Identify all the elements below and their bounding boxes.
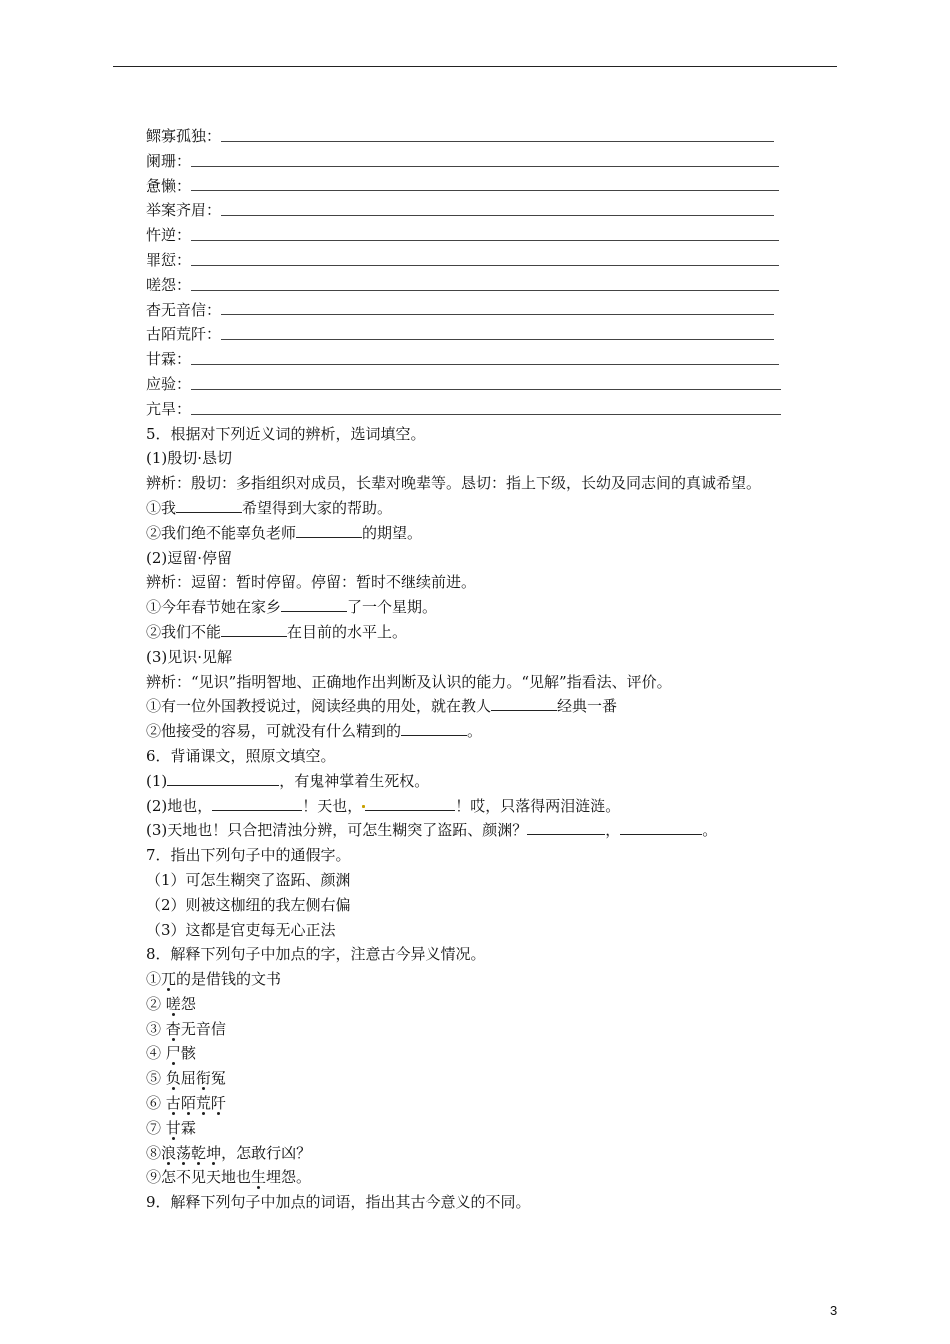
sentence-text: 骸 xyxy=(180,1044,196,1063)
vocab-term: 嗟怨： xyxy=(146,275,192,294)
sentence-text: 希望得到大家的帮助。 xyxy=(242,498,393,517)
vocab-row xyxy=(146,397,846,422)
vocab-term: 惫懒： xyxy=(146,176,192,195)
q5-group-1-sentence-1 xyxy=(146,496,846,521)
vocab-term: 鳏寡孤独： xyxy=(146,127,222,145)
sentence-text: 怨 xyxy=(180,994,196,1013)
sentence-text: 霖 xyxy=(180,1118,196,1137)
vocab-row xyxy=(146,273,846,298)
answer-line[interactable] xyxy=(191,190,779,191)
answer-line[interactable] xyxy=(191,240,779,241)
dotted-char: 兀 xyxy=(161,970,177,989)
vocab-row xyxy=(146,298,846,323)
dotted-char: 坤 xyxy=(206,1143,222,1162)
answer-line[interactable] xyxy=(191,364,779,365)
sentence-text: 无音信 xyxy=(180,1019,226,1038)
sentence-text: 经典一番 xyxy=(557,697,618,716)
dotted-char: 乾 xyxy=(191,1143,207,1162)
fill-blank[interactable] xyxy=(491,696,557,711)
sentence-text: 。 xyxy=(467,722,483,741)
vocab-row xyxy=(146,223,846,248)
question-9-title: 9．解释下列句子中加点的词语，指出其古今意义的不同。 xyxy=(146,1193,531,1212)
sentence-text: ②我们绝不能辜负老师 xyxy=(146,523,297,542)
vocab-row xyxy=(146,248,846,273)
q7-item: （1）可怎生糊突了盗跖、颜渊 xyxy=(146,870,351,889)
dotted-char: 荒 xyxy=(195,1094,211,1113)
vocab-row xyxy=(146,149,846,174)
vocab-term: 甘霖： xyxy=(146,350,192,369)
fill-blank[interactable] xyxy=(365,796,455,811)
item-number: ⑦ xyxy=(146,1118,162,1137)
answer-line[interactable] xyxy=(191,389,781,390)
dotted-char: 荡 xyxy=(176,1143,192,1162)
q5-group-1-sentence-2 xyxy=(146,521,846,546)
vocab-row xyxy=(146,322,846,347)
vocab-row xyxy=(146,372,846,397)
q6-line-2 xyxy=(146,794,846,819)
fill-blank[interactable] xyxy=(167,771,279,786)
answer-line[interactable] xyxy=(191,265,779,266)
q5-group-3-sentence-1 xyxy=(146,694,846,719)
vocab-row xyxy=(146,124,846,149)
q8-item-7 xyxy=(146,1116,846,1141)
q7-item: （2）则被这枷纽的我左侧右偏 xyxy=(146,895,351,914)
sentence-text: ！哎，只落得两泪涟涟。 xyxy=(455,796,621,815)
q5-group-1-analysis: 辨析：殷切：多指组织对成员，长辈对晚辈等。恳切：指上下级，长幼及同志间的真诚希望。 xyxy=(146,474,762,493)
answer-line[interactable] xyxy=(191,166,779,167)
q8-item-6 xyxy=(146,1091,846,1116)
fill-blank[interactable] xyxy=(527,820,605,835)
item-number: ④ xyxy=(146,1044,162,1063)
fill-blank[interactable] xyxy=(296,523,362,538)
fill-blank[interactable] xyxy=(212,796,302,811)
item-number: ⑧ xyxy=(146,1143,162,1162)
vocab-term: 罪愆： xyxy=(146,250,192,269)
worksheet-body xyxy=(146,124,846,1215)
fill-blank[interactable] xyxy=(221,622,287,637)
vocab-term: 杳无音信： xyxy=(146,300,222,319)
answer-line[interactable] xyxy=(191,414,781,415)
sentence-text: ，怎敢行凶？ xyxy=(221,1143,312,1162)
q5-group-1-head: (1)殷切·恳切 xyxy=(146,449,233,468)
answer-line[interactable] xyxy=(221,141,774,142)
answer-line[interactable] xyxy=(221,215,774,216)
q8-item-2 xyxy=(146,992,846,1017)
sentence-text: 。 xyxy=(702,821,718,840)
sentence-text: (1) xyxy=(146,771,168,790)
vocab-row xyxy=(146,198,846,223)
q7-item: （3）这都是官吏每无心正法 xyxy=(146,920,336,939)
dotted-char: 陌 xyxy=(180,1094,196,1113)
q5-group-2-head: (2)逗留·停留 xyxy=(146,548,233,567)
item-number: ⑤ xyxy=(146,1069,162,1088)
q5-group-2-sentence-2 xyxy=(146,620,846,645)
sentence-text: 冤 xyxy=(210,1069,226,1088)
vocab-term: 阑珊： xyxy=(146,151,192,170)
vocab-row xyxy=(146,174,846,199)
dotted-char: 浪 xyxy=(161,1143,177,1162)
q6-line-3 xyxy=(146,818,846,843)
dotted-char: 负 xyxy=(165,1069,181,1088)
item-number: ③ xyxy=(146,1019,162,1038)
dotted-char: 衔 xyxy=(195,1069,211,1088)
q5-group-3-sentence-2 xyxy=(146,719,846,744)
answer-line[interactable] xyxy=(221,339,774,340)
q5-group-3-head: (3)见识·见解 xyxy=(146,647,233,666)
question-8-title: 8．解释下列句子中加点的字，注意古今异义情况。 xyxy=(146,945,486,964)
vocab-term: 古陌荒阡： xyxy=(146,325,222,344)
fill-blank[interactable] xyxy=(401,721,467,736)
q6-line-1 xyxy=(146,769,846,794)
fill-blank[interactable] xyxy=(620,820,702,835)
item-number: ② xyxy=(146,994,162,1013)
fill-blank[interactable] xyxy=(281,597,347,612)
sentence-text: ②他接受的容易，可就没有什么精到的 xyxy=(146,722,402,741)
sentence-text: ①今年春节她在家乡 xyxy=(146,598,282,617)
q8-item-1 xyxy=(146,967,846,992)
q5-group-2-sentence-1 xyxy=(146,595,846,620)
sentence-text: ①有一位外国教授说过，阅读经典的用处，就在教人 xyxy=(146,697,492,716)
fill-blank[interactable] xyxy=(176,498,242,513)
sentence-text: ②我们不能 xyxy=(146,622,222,641)
dotted-char: 尸 xyxy=(165,1044,181,1063)
q5-group-3-analysis: 辨析：“见识”指明智地、正确地作出判断及认识的能力。“见解”指看法、评价。 xyxy=(146,672,672,691)
answer-line[interactable] xyxy=(191,290,779,291)
vocab-row xyxy=(146,347,846,372)
q5-group-2-analysis: 辨析：逗留：暂时停留。停留：暂时不继续前进。 xyxy=(146,573,477,592)
sentence-text: (2)地也， xyxy=(146,796,213,815)
sentence-text: 在目前的水平上。 xyxy=(287,622,408,641)
item-number: ① xyxy=(146,970,162,989)
item-number: ⑥ xyxy=(146,1094,162,1113)
question-5-title: 5．根据对下列近义词的辨析，选词填空。 xyxy=(146,424,426,443)
sentence-text: 了一个星期。 xyxy=(347,598,438,617)
header-rule xyxy=(113,66,837,67)
vocab-term: 亢旱： xyxy=(146,399,192,418)
vocab-term: 举案齐眉： xyxy=(146,201,222,220)
q8-item-9 xyxy=(146,1165,846,1190)
dotted-char: 阡 xyxy=(210,1094,226,1113)
question-7-title: 7．指出下列句子中的通假字。 xyxy=(146,846,351,865)
sentence-text: 屈 xyxy=(180,1069,196,1088)
sentence-text: 的期望。 xyxy=(362,523,423,542)
dotted-char: 甘 xyxy=(165,1118,181,1137)
q8-item-3 xyxy=(146,1017,846,1042)
sentence-text: ①我 xyxy=(146,498,177,517)
q8-item-8 xyxy=(146,1141,846,1166)
sentence-text: 的是借钱的文书 xyxy=(176,970,282,989)
q8-item-5 xyxy=(146,1066,846,1091)
q8-item-4 xyxy=(146,1041,846,1066)
page-number: 3 xyxy=(830,1303,838,1318)
dotted-char: 嗟 xyxy=(165,994,181,1013)
dotted-char: 生 xyxy=(251,1168,267,1187)
sentence-text: ， xyxy=(605,821,621,840)
answer-line[interactable] xyxy=(221,314,774,315)
dotted-char: 杳 xyxy=(165,1019,181,1038)
sentence-text: ，有鬼神掌着生死权。 xyxy=(279,771,430,790)
sentence-text: 埋怨。 xyxy=(266,1168,312,1187)
sentence-text: ！天也， xyxy=(302,796,363,815)
question-6-title: 6．背诵课文，照原文填空。 xyxy=(146,746,336,765)
vocab-term: 忤逆： xyxy=(146,226,192,245)
vocab-term: 应验： xyxy=(146,374,192,393)
sentence-text: ⑨怎不见天地也 xyxy=(146,1168,252,1187)
dotted-char: 古 xyxy=(165,1094,181,1113)
sentence-text: (3)天地也！只合把清浊分辨，可怎生糊突了盗跖、颜渊？ xyxy=(146,821,528,840)
